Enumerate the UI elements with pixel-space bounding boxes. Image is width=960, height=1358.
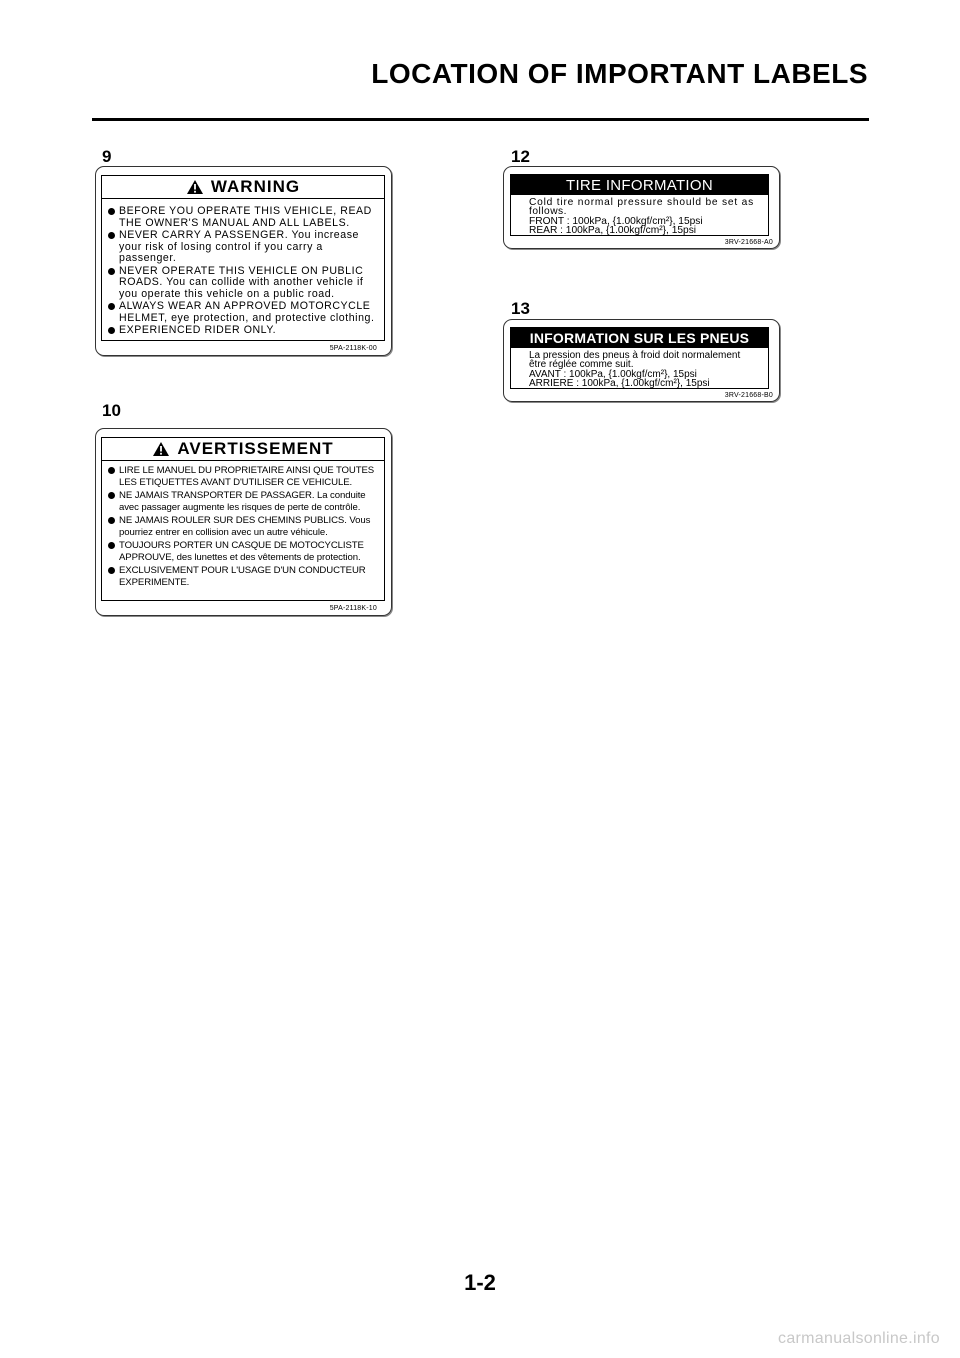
label-12-line: follows. — [529, 206, 567, 217]
label-10-list — [108, 465, 380, 590]
list-item: EXPERIENCED RIDER ONLY. — [108, 325, 380, 337]
label-9-code: 5PA-2118K-00 — [329, 345, 377, 352]
label-10-code: 5PA-2118K-10 — [329, 605, 377, 612]
label-9-header — [102, 176, 384, 199]
label-10-avertissement — [95, 428, 392, 616]
list-item: EXCLUSIVEMENT POUR L'USAGE D'UN CONDUCTEUR EXPERIMENTE. — [108, 565, 380, 588]
label-13-line: être réglée comme suit. — [529, 359, 634, 370]
list-item: NE JAMAIS ROULER SUR DES CHEMINS PUBLICS. Vous pourriez entrer en collision avec un autre véhicule. — [108, 515, 380, 538]
bullet-icon — [108, 232, 115, 239]
bullet-icon — [108, 467, 115, 474]
label-12-header: TIRE INFORMATION — [511, 175, 768, 195]
label-9-number: 9 — [102, 147, 112, 166]
list-item: NEVER OPERATE THIS VEHICLE ON PUBLIC ROADS. You can collide with another vehicle if you operate this vehicle on a public road. — [108, 266, 380, 301]
list-item: BEFORE YOU OPERATE THIS VEHICLE, READ THE OWNER'S MANUAL AND ALL LABELS. — [108, 206, 380, 229]
bullet-icon — [108, 542, 115, 549]
list-item: NEVER CARRY A PASSENGER. You increase your risk of losing control if you carry a passenger. — [108, 230, 380, 265]
warning-triangle-icon — [186, 179, 204, 195]
page-number: 1-2 — [464, 1270, 496, 1295]
label-9-warning — [95, 166, 392, 356]
bullet-icon — [108, 208, 115, 215]
label-9-frame — [101, 175, 385, 341]
label-13-header: INFORMATION SUR LES PNEUS — [511, 328, 768, 348]
label-12-code: 3RV-21668-A0 — [724, 239, 773, 246]
watermark: carmanualsonline.info — [778, 1330, 940, 1347]
label-13-line: La pression des pneus à froid doit normalement — [529, 350, 741, 361]
label-12-line: FRONT : 100kPa, {1.00kgf/cm²}, 15psi — [529, 216, 703, 227]
bullet-icon — [108, 492, 115, 499]
label-12-tire-information — [503, 166, 780, 249]
label-10-header-text: AVERTISSEMENT — [177, 439, 334, 458]
bullet-icon — [108, 567, 115, 574]
bullet-icon — [108, 303, 115, 310]
list-item: NE JAMAIS TRANSPORTER DE PASSAGER. La conduite avec passager augmente les risques de perte de contrôle. — [108, 490, 380, 513]
label-13-information-pneus — [503, 319, 780, 402]
warning-triangle-icon — [152, 441, 170, 457]
bullet-icon — [108, 517, 115, 524]
label-13-code: 3RV-21668-B0 — [724, 392, 773, 399]
list-item: LIRE LE MANUEL DU PROPRIETAIRE AINSI QUE TOUTES LES ETIQUETTES AVANT D'UTILISER CE VEHICULE. — [108, 465, 380, 488]
label-13-line: AVANT : 100kPa, {1.00kgf/cm²}, 15psi — [529, 369, 697, 380]
label-12-number: 12 — [511, 147, 530, 166]
label-9-header-text: WARNING — [210, 177, 301, 196]
label-12-frame — [510, 174, 769, 236]
page-title: LOCATION OF IMPORTANT LABELS — [371, 58, 868, 89]
label-10-frame — [101, 437, 385, 601]
label-10-header — [102, 438, 384, 461]
bullet-icon — [108, 268, 115, 275]
label-12-line: REAR : 100kPa, {1.00kgf/cm²}, 15psi — [529, 225, 697, 236]
label-13-number: 13 — [511, 299, 530, 318]
label-12-line: Cold tire normal pressure should be set as — [529, 197, 754, 208]
title-divider — [92, 118, 869, 121]
label-13-frame — [510, 327, 769, 389]
label-10-number: 10 — [102, 401, 121, 420]
bullet-icon — [108, 327, 115, 334]
list-item: ALWAYS WEAR AN APPROVED MOTORCYCLE HELMET, eye protection, and protective clothing. — [108, 301, 380, 324]
label-9-list — [108, 206, 380, 338]
label-13-line: ARRIERE : 100kPa, {1.00kgf/cm²}, 15psi — [529, 378, 710, 389]
list-item: TOUJOURS PORTER UN CASQUE DE MOTOCYCLISTE APPROUVE, des lunettes et des vêtements de protection. — [108, 540, 380, 563]
